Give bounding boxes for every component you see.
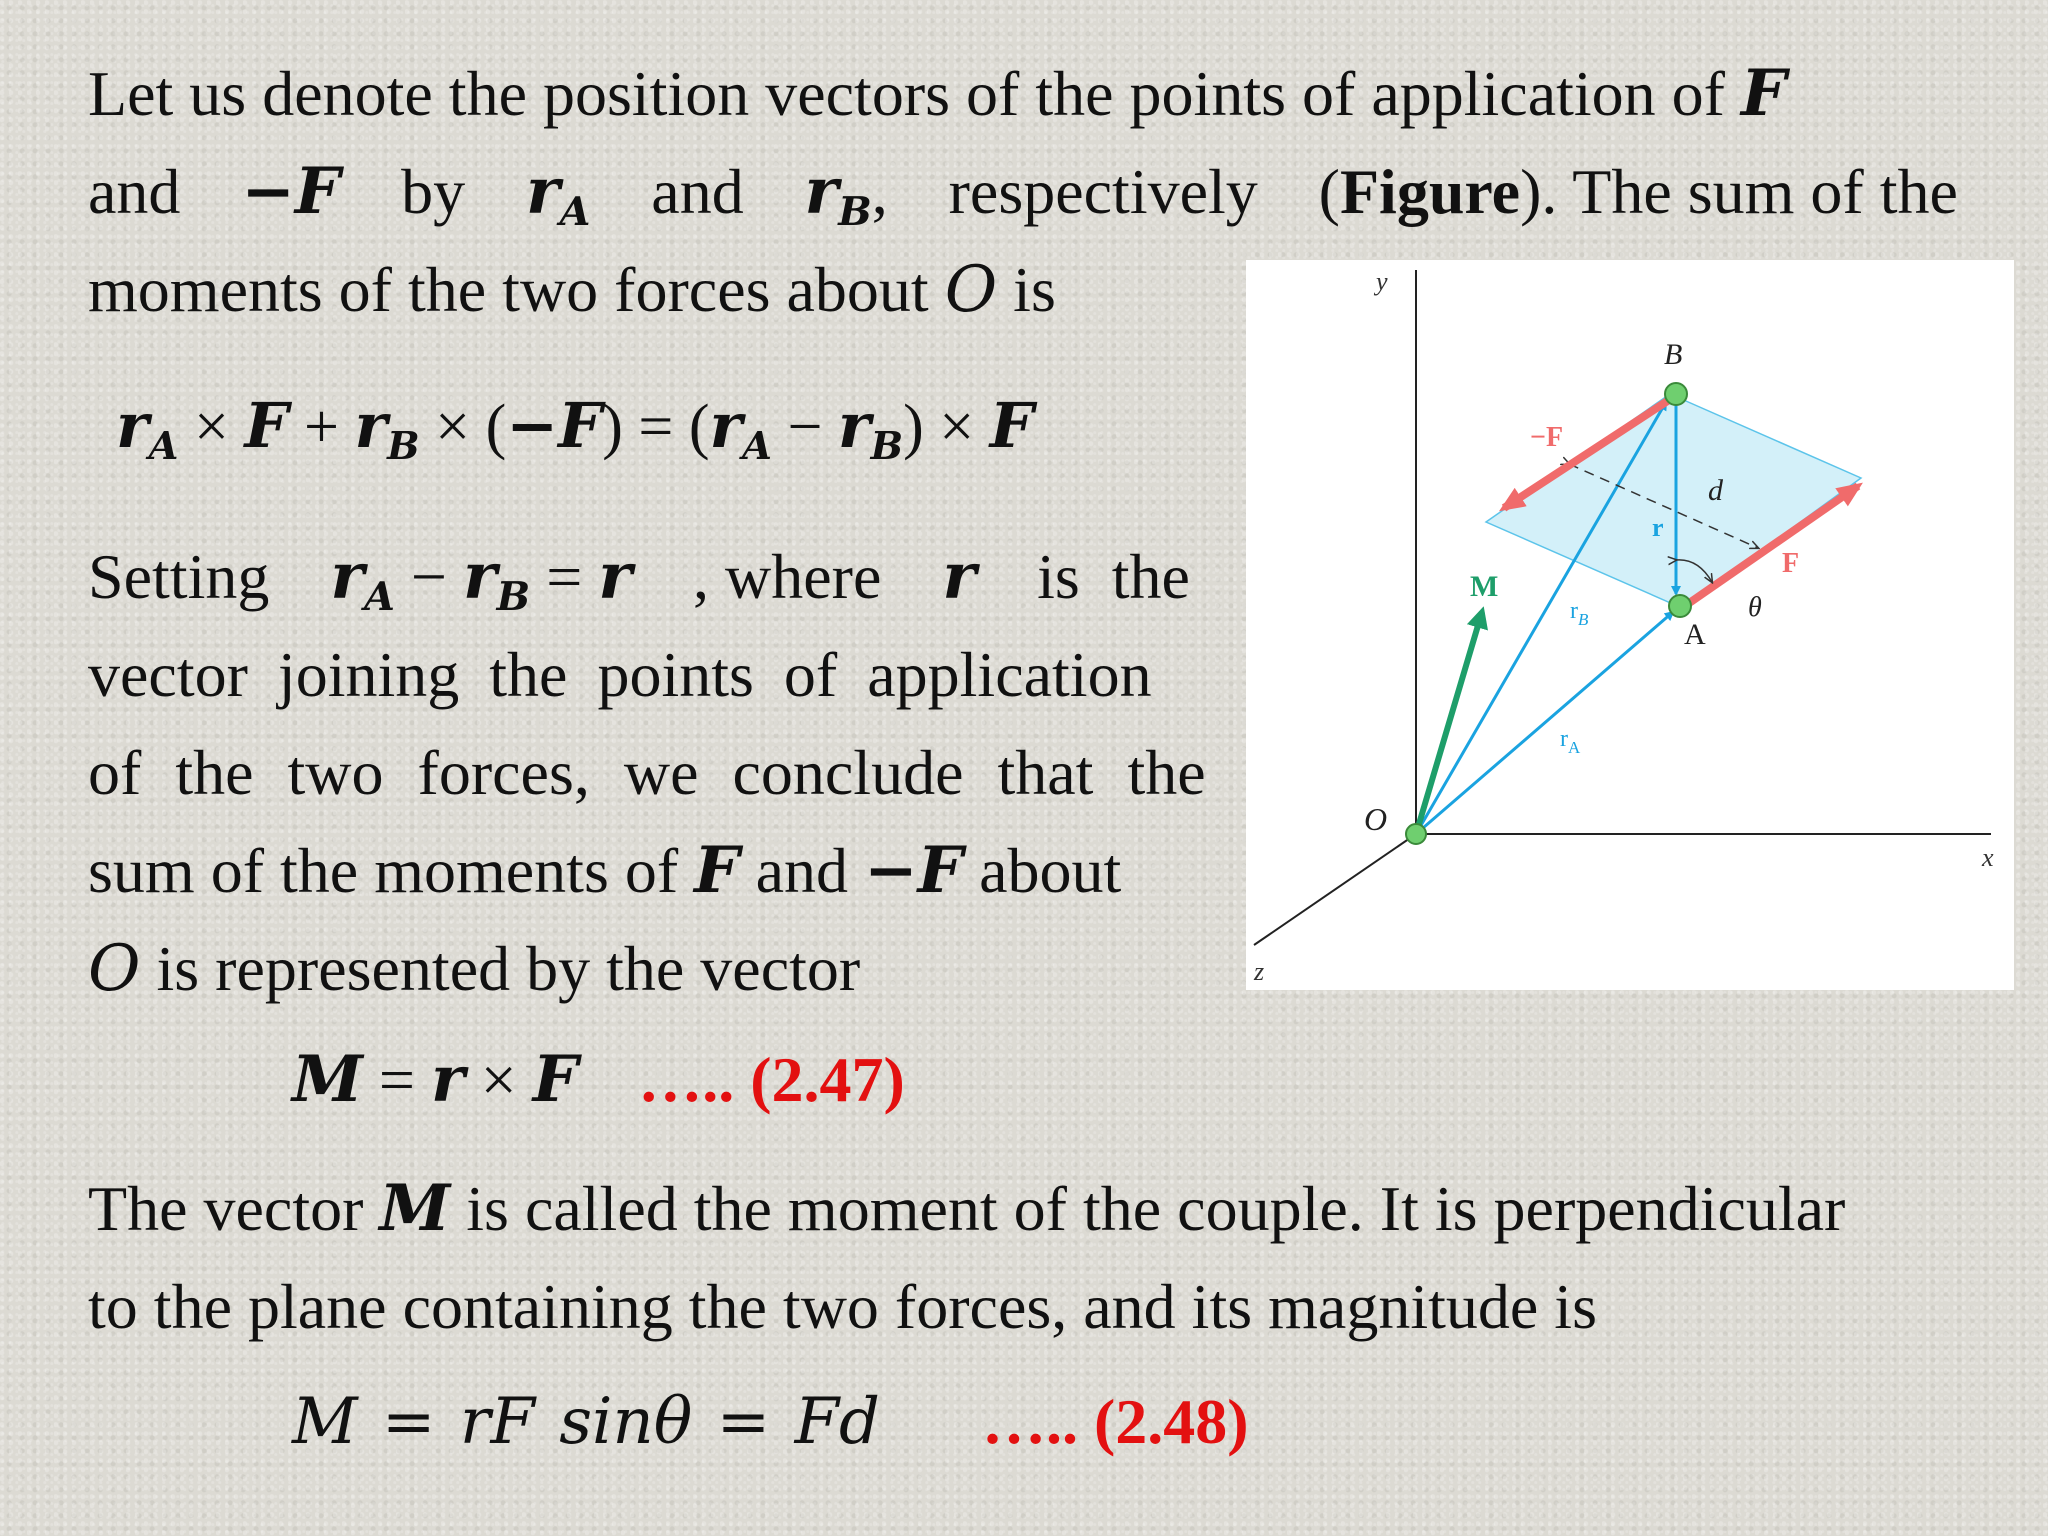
text-span: and [755,835,848,906]
label-z: z [1254,957,1265,986]
math-r: r [837,389,871,462]
math-r: r [804,154,839,229]
math-M: M [379,1171,451,1246]
math-O: O [88,932,141,1006]
paragraph2-line4 [88,833,1122,908]
label-F: F [1782,548,1800,579]
math-sub: B [387,423,420,469]
math-r: r [354,389,388,462]
op: + [288,393,355,461]
paragraph2-line2 [88,639,1190,710]
text-span: Setting [88,541,270,612]
op: ) × [903,393,990,461]
label-O: O [1364,801,1388,837]
math-r: r [525,154,560,229]
text-span: is the [1037,541,1190,612]
label-d: d [1708,474,1723,507]
label-rB-sub: B [1578,610,1589,629]
paragraph3-line1 [88,1171,1846,1246]
math-rB [804,154,888,235]
label-B: B [1664,338,1683,371]
math-sub: B [838,188,872,235]
text-span: is represented by the vector [140,933,861,1004]
text-span: , where [693,541,882,612]
text-span: sum of the moments of [88,835,679,906]
text-span: is called the moment of the couple. It is perpendicular [466,1173,1846,1244]
paragraph1-line2 [88,154,1958,235]
figure-ref [1318,156,1958,227]
math-negF: −F [864,833,964,908]
paren: ( [1318,156,1340,227]
math-r: r [430,1042,465,1117]
text-span: by [401,156,466,227]
text-span: respectively [948,156,1258,227]
math-F: F [694,833,740,908]
text-span: and [88,156,181,227]
label-rB [1570,598,1589,629]
text-span: Let us denote the position vectors of the points of application of [88,58,1725,129]
math-r: r [598,539,633,614]
paragraph2-line3 [88,737,1206,808]
op: × [464,1044,533,1115]
paragraph3-line2 [88,1271,1597,1342]
math-sub: A [148,423,179,469]
text-span: The vector [88,1173,364,1244]
text-span: is [1013,254,1056,325]
label-x: x [1982,843,1994,872]
text-span: moments of the two forces about [88,254,929,325]
math-rA [525,154,591,235]
math-r: r [942,539,977,614]
math-sub: A [559,188,591,235]
equation-2-48 [292,1385,1249,1459]
math-sub: B [496,573,531,620]
label-rA-main: r [1560,726,1568,752]
math-M: M [292,1042,363,1117]
math-negF: −F [506,389,603,462]
point-B [1665,383,1687,405]
equation-number: ….. (2.48) [981,1386,1249,1457]
point-O [1406,824,1426,844]
label-negF: −F [1530,422,1564,453]
text-span: and [651,156,744,227]
math-sub: B [870,423,904,469]
z-axis [1254,834,1416,945]
math-F: F [989,389,1034,462]
equation-moment-sum [116,389,1034,469]
text-span: about [979,835,1122,906]
text-span: of the two forces, we conclude that the [88,737,1206,808]
paragraph1-line3 [88,253,1056,327]
op: × [178,393,245,461]
label-r: r [1652,513,1664,542]
text-span: ). The sum of the [1520,156,1958,227]
label-M: M [1470,570,1499,603]
label-rA [1560,726,1581,757]
label-theta: θ [1748,592,1762,623]
point-A [1669,595,1691,617]
math-O: O [944,253,998,327]
op: − [771,393,838,461]
label-rB-main: r [1570,598,1578,624]
math-r: r [116,389,149,462]
math-F: F [1740,56,1787,131]
comma: , [871,156,888,227]
paragraph2-line5 [88,932,861,1006]
paragraph1-line1 [88,56,1787,131]
math-F: F [532,1042,579,1117]
equation-number: ….. (2.47) [638,1044,905,1115]
op: ) = ( [602,393,710,461]
op: = [546,541,583,612]
paragraph2-line1 [88,539,1190,620]
text-span: vector joining the points of application [88,639,1152,710]
math-sub: A [742,423,772,469]
math-F: F [244,389,289,462]
op: = [362,1044,431,1115]
rA-vector [1416,612,1673,834]
math-expression: M = rF sinθ = Fd [292,1385,880,1459]
rB-vector [1416,402,1666,834]
math-r: r [330,539,365,614]
op: − [410,541,447,612]
couple-diagram-svg [1246,260,2014,990]
moment-M-arrow [1416,612,1482,834]
label-y: y [1376,267,1388,296]
math-sub: A [364,573,395,620]
label-A: A [1684,618,1706,651]
math-expression [330,539,633,620]
figure-word: Figure [1339,156,1521,227]
math-r: r [709,389,743,462]
math-r: r [462,539,497,614]
math-negF: −F [241,154,341,229]
op: × ( [419,393,507,461]
equation-2-47 [292,1042,905,1117]
text-span: to the plane containing the two forces, and its magnitude is [88,1271,1597,1342]
label-rA-sub: A [1568,738,1581,757]
couple-diagram [1246,260,2014,990]
